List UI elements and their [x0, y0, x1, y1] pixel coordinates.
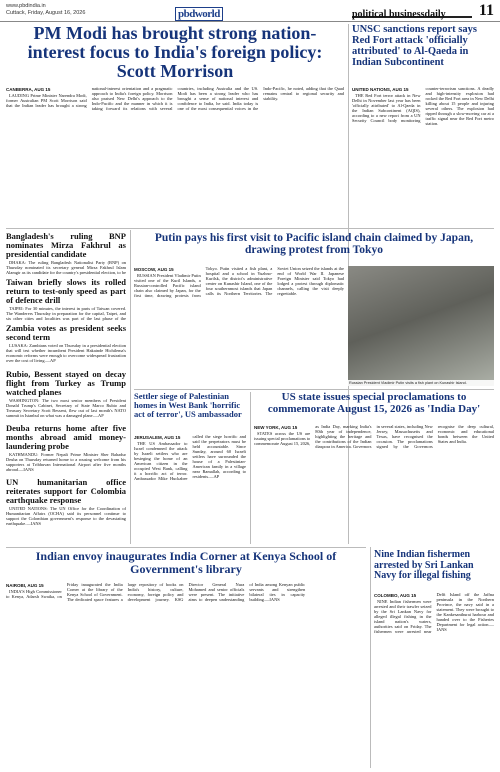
settler-text: THE US Ambassador to Israel condemned the attack by Israeli settlers who are besieging the home of an American citizen in the occupied West Bank, calling it a horrific act of terror. Ambassador Mike Huckabee called the siege horrific and said the perpetrators must be held accountable. Since Sunday, around 60 Israeli settlers have surrounded the house of a Palestinian-American family in a village near Ramallah, according to residents.—AP: [134, 434, 246, 481]
unsc-headline: UNSC sanctions report says Red Fort attack 'officially attributed' to Al-Qaeda in Indian Subcontinent: [352, 24, 477, 69]
unsc-body: [352, 86, 494, 226]
masthead-rule: [0, 21, 500, 22]
taiwan-text: TAIPEI: For 30 minutes, the interest in parts of Taiwan covered. The Wanderers Thursday in preparation for the capital, Taipei, and six other cities and localities was part of the last phase of the: [6, 306, 126, 321]
settler-byline: JERUSALEM, AUG 15: [134, 435, 181, 440]
taiwan-brief: [6, 278, 126, 322]
deuba-headline: Deuba returns home after five months abroad amid money-laundering probe: [6, 424, 126, 451]
kenya-text: INDIA'S High Commissioner to Kenya, Adarsh Swaika, on Friday inaugurated the India Corner at the library of the Kenya School of Government. The dedicated space features a large repository of books on India's history, culture, economy, foreign policy and development journey. KSG Director General Nura Mohamed and senior officials were present. The initiative aims to deepen understanding of India among Kenyan public servants and strengthen bilateral ties in capacity building.—IANS: [6, 582, 306, 602]
page-number: 11: [478, 2, 494, 19]
briefs-divider: [130, 230, 131, 544]
taiwan-headline: Taiwan briefly slows its rolled return to test-only speed as part of defence drill: [6, 278, 126, 305]
unsc-byline: UNITED NATIONS, AUG 15: [352, 87, 409, 92]
site-url[interactable]: www.pbdindia.in: [6, 3, 46, 9]
brand-logo: pbdworld: [175, 2, 223, 22]
bangladesh-brief: [6, 232, 126, 276]
dateline: Cuttack, Friday, August 16, 2026: [6, 10, 86, 16]
un-colombia-text: UNITED NATIONS: The UN Office for the Coordination of Humanitarian Affairs (OCHA) said its personnel continue to support the Colombian government's response to the devastating earthquake.—IANS: [6, 506, 126, 526]
russia-body: [134, 266, 344, 386]
russia-headline: Putin pays his first visit to Pacific island chain claimed by Japan, drawing protest from Tokyo: [154, 232, 474, 257]
zambia-brief: [6, 324, 126, 368]
fishermen-headline: Nine Indian fishermen arrested by Sri Lankan Navy for illegal fishing: [374, 550, 474, 581]
ussenate-byline: NEW YORK, AUG 15: [254, 425, 298, 430]
fishermen-byline: COLOMBO, AUG 15: [374, 593, 417, 598]
bangladesh-text: DHAKA: The ruling Bangladesh Nationalist Party (BNP) on Thursday nominated its secretary general Mirza Fakhrul Islam Alamgir as its candidate for the country's presidential election, to be: [6, 260, 126, 275]
rubio-headline: Rubio, Bessent stayed on decay flight from Turkey as Trump watched planes: [6, 370, 126, 397]
unsc-headline-block: [352, 24, 494, 84]
fishermen-text: NINE Indian fishermen were arrested and their trawler seized by the Sri Lankan Navy for alleged illegal fishing in the island nation's waters, authorities said on Friday. The fishermen were arrested near Delft Island off the Jaffna peninsula in the Northern Province, the navy said in a statement. They were brought to the Kankesanthurai harbour and handed over to the Fisheries Department for legal action.—IANS: [374, 592, 494, 634]
fishermen-body: [374, 592, 494, 768]
zambia-text: LUSAKA: Zambians voted on Thursday in a presidential election that will test whether incumbent President Hakainde Hichilema's economic reforms were enough to overcome widespread frustration over the cost of living.—AP: [6, 343, 126, 363]
ussenate-headline: US state issues special proclamations to commemorate August 15, 2026 as 'India Day': [267, 392, 481, 415]
kenya-byline: NAIROBI, AUG 15: [6, 583, 44, 588]
masthead: [0, 0, 500, 22]
deuba-brief: [6, 424, 126, 476]
settler-headline-block: [134, 392, 246, 432]
lead-body: [6, 86, 344, 226]
bottom-column-divider: [370, 547, 371, 768]
story-column-divider: [250, 392, 251, 544]
russia-photo: [348, 266, 494, 386]
un-colombia-headline: UN humanitarian office reiterates support for Colombia earthquake response: [6, 478, 126, 505]
rubio-text: WASHINGTON: The two most senior members of President Donald Trump's Cabinet, Secretary of State Marco Rubio and Treasury Secretary Scott Bessent, flew out of last month's NATO summit in Istanbul on what was a damaged plane.—AP: [6, 398, 126, 418]
ussenate-body: [254, 424, 494, 544]
kenya-headline: Indian envoy inaugurates India Corner at Kenya School of Government's library: [35, 550, 337, 576]
fishermen-headline-block: [374, 550, 494, 590]
un-colombia-brief: [6, 478, 126, 544]
lead-headline-block: [6, 24, 344, 84]
bottom-divider: [6, 547, 366, 548]
settler-headline: Settler siege of Palestinian homes in West Bank 'horrific act of terror', US ambassador: [134, 392, 242, 419]
settler-body: [134, 434, 246, 544]
unsc-text: THE Red Fort terror attack in New Delhi in November last year has been 'officially attributed' to Al-Qaeda in the Indian Subcontinent (AQIS), according to a new report from a UN Security Council body monitoring counter-terrorism sanctions. A deadly and high-intensity explosion had rocked the Red Fort area in New Delhi killing about 15 people and injuring several others. The explosion had ripped through a slow-moving car at a traffic signal near the Red Fort metro station.: [352, 86, 494, 126]
ussenate-text: STATES across the US are issuing special proclamations to commemorate August 15, 2026, as India Day, marking India's 80th year of independence, highlighting the heritage and the contributions of the Indian diaspora in America. Governors in several states, including New Jersey, Massachusetts and Texas, have recognised the occasion. The proclamations signed by the Governors recognise the deep cultural, economic and educational bonds between the United States and India.: [254, 424, 494, 449]
deuba-text: KATHMANDU: Former Nepali Prime Minister Sher Bahadur Deuba on Thursday returned home to a rousing welcome from his supporters at Tribhuvan International Airport after five months abroad.—IANS: [6, 452, 126, 472]
rubio-brief: [6, 370, 126, 422]
ussenate-headline-block: [254, 392, 494, 422]
russia-text: RUSSIAN President Vladimir Putin visited one of the Kuril Islands, a Russian-controlled Pacific island chain also claimed by Japan, for the first time, drawing protests from Tokyo. Putin visited a fish plant, a hospital and a school in Yuzhno-Kurilsk, the district's administrative center on Kunashir Island, one of the four southernmost islands that Japan calls its Northern Territories. The Soviet Union seized the islands at the end of World War II. Japanese Foreign Minister said Tokyo had lodged a protest through diplomatic channels, calling the visit deeply regrettable.: [134, 266, 344, 298]
lead-text: LAUDING Prime Minister Narendra Modi, former Australian PM Scott Morrison said that the Indian leader has brought a strong national-interest orientation and a pragmatic approach to India's foreign policy. Morrison also praised New Delhi's approach to the Indo-Pacific and the manner in which it is taking forward its relations with several countries, including Australia and the US. Modi has been a strong leader who has brought a sense of national interest and confidence to India, he said. India today is one of the most consequential voices in the Indo-Pacific, he noted, adding that the Quad remains central to regional security and stability.: [6, 86, 344, 111]
bangladesh-headline: Bangladesh's ruling BNP nominates Mirza Fakhrul as presidential candidate: [6, 232, 126, 259]
story-divider: [134, 389, 494, 390]
russia-photo-caption: Russian President Vladimir Putin visits a fish plant on Kunashir Island.: [348, 380, 494, 386]
zambia-headline: Zambia votes as president seeks second term: [6, 324, 126, 342]
kenya-body: [6, 582, 366, 768]
kenya-headline-block: [6, 550, 366, 580]
lead-byline: CANBERRA, AUG 15: [6, 87, 51, 92]
lead-headline: PM Modi has brought strong nation-interest focus to India's foreign policy: Scott Morrison: [27, 24, 323, 81]
russia-byline: MOSCOW, AUG 15: [134, 267, 174, 272]
russia-headline-block: [134, 232, 494, 264]
section-title: political businessdaily: [352, 4, 472, 18]
section-divider: [6, 228, 494, 229]
